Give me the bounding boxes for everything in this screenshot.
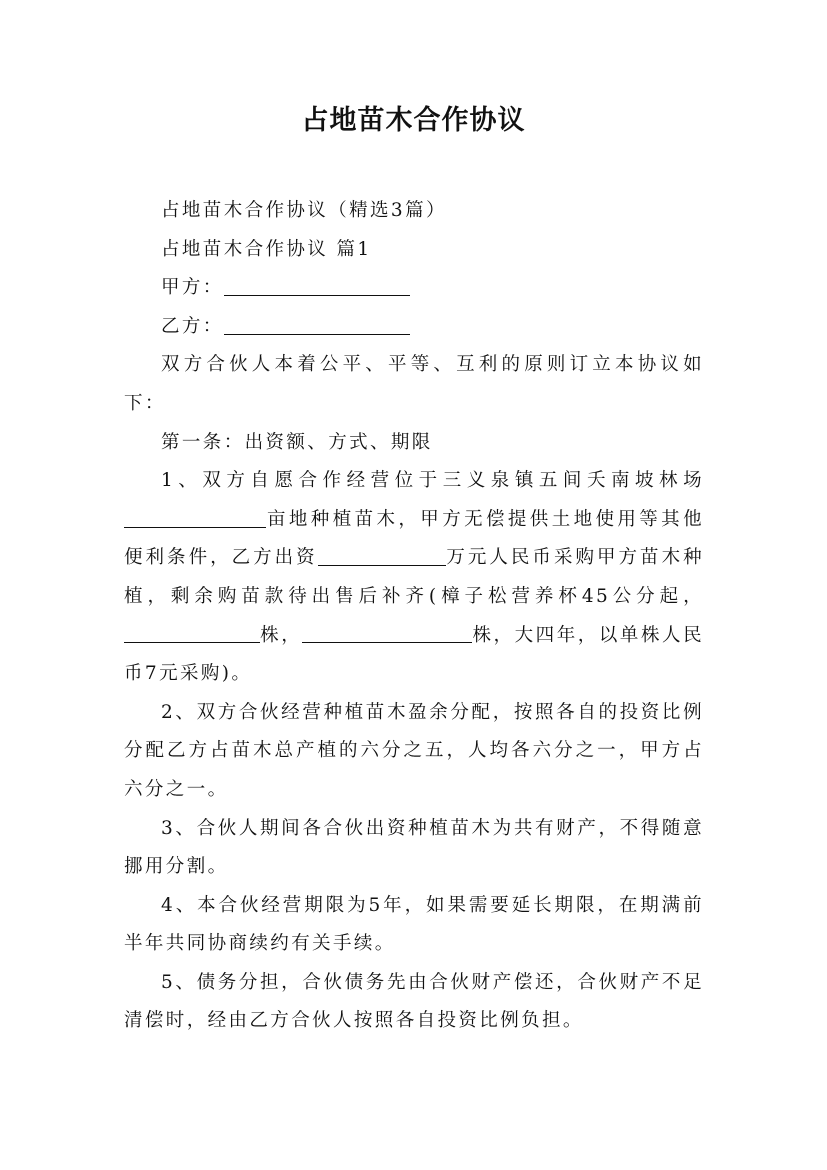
party-b-label: 乙方： bbox=[161, 315, 224, 337]
clause-3: 3、合伙人期间各合伙出资种植苗木为共有财产，不得随意挪用分割。 bbox=[124, 817, 704, 878]
party-a-line bbox=[124, 269, 704, 308]
clause-2: 2、双方合伙经营种植苗木盈余分配，按照各自的投资比例分配乙方占苗木总产植的六分之五，人均各六分之一，甲方占六分之一。 bbox=[124, 701, 704, 800]
clause-1-part5: 株，大四年，以单株人民币7元采购)。 bbox=[124, 624, 704, 685]
stock-count-blank-1 bbox=[124, 623, 260, 643]
clause-1-part2: 亩地种植苗木，甲方无偿提供土地使用等其他便利条件，乙方出资 bbox=[124, 508, 704, 569]
document-body bbox=[124, 192, 704, 1041]
party-b-blank bbox=[224, 314, 410, 334]
party-a-label: 甲方： bbox=[161, 277, 224, 299]
party-b-line bbox=[124, 308, 704, 347]
section-heading: 占地苗木合作协议 篇1 bbox=[161, 238, 372, 260]
stock-count-blank-2 bbox=[302, 623, 472, 643]
clause-1-part1: 1、双方自愿合作经营位于三义泉镇五间夭南坡林场 bbox=[161, 470, 704, 492]
preamble: 双方合伙人本着公平、平等、互利的原则订立本协议如下： bbox=[124, 354, 704, 414]
clause-4: 4、本合伙经营期限为5年，如果需要延长期限，在期满前半年共同协商续约有关手续。 bbox=[124, 894, 704, 955]
clause-5: 5、债务分担，合伙债务先由合伙财产偿还，合伙财产不足清偿时，经由乙方合伙人按照各自投资比例负担。 bbox=[124, 971, 704, 1032]
article1-heading: 第一条：出资额、方式、期限 bbox=[161, 431, 433, 453]
investment-blank bbox=[318, 546, 446, 566]
clause-1-part3: 万元人民币采购甲方苗木种植，剩余购苗款待出售后补齐(樟子松营养杯45公分起， bbox=[124, 547, 704, 607]
document-title: 占地苗木合作协议 bbox=[301, 105, 526, 136]
acreage-blank bbox=[124, 507, 266, 527]
clause-1-part4: 株， bbox=[260, 624, 303, 646]
clause-1 bbox=[124, 462, 704, 694]
party-a-blank bbox=[224, 276, 410, 296]
intro-line: 占地苗木合作协议（精选3篇） bbox=[161, 200, 447, 221]
